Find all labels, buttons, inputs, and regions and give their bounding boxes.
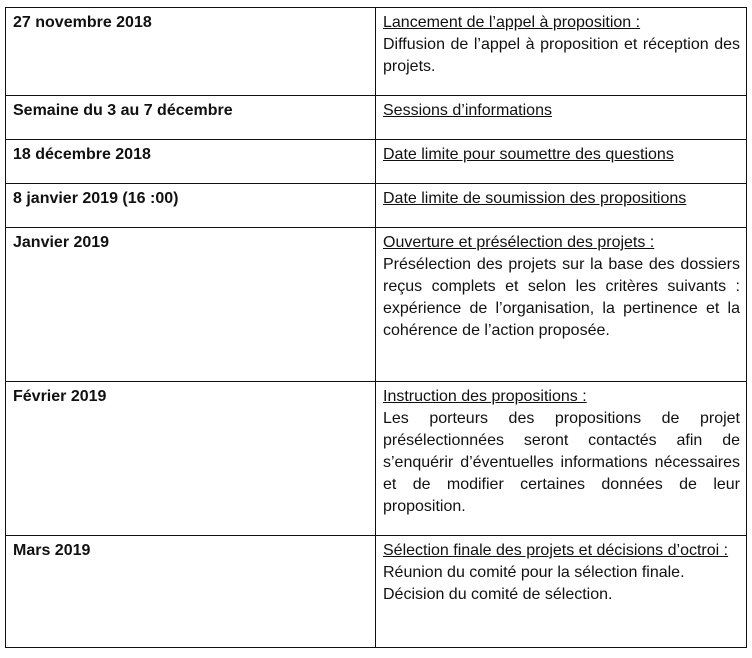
- row-heading: Instruction des propositions :: [383, 388, 587, 405]
- row-description: [376, 140, 747, 184]
- row-date: Février 2019: [6, 382, 376, 536]
- row-description: [376, 8, 747, 96]
- row-description: [376, 382, 747, 536]
- row-body-2: Décision du comité de sélection.: [383, 586, 613, 603]
- row-date: 18 décembre 2018: [6, 140, 376, 184]
- row-heading: Sessions d’informations: [383, 102, 552, 119]
- row-heading: Date limite de soumission des propositions: [383, 190, 687, 207]
- table-row: [6, 536, 747, 648]
- row-date: 8 janvier 2019 (16 :00): [6, 184, 376, 228]
- row-description: [376, 228, 747, 382]
- row-body: Réunion du comité pour la sélection finale.: [383, 564, 685, 581]
- row-date: Janvier 2019: [6, 228, 376, 382]
- table-row: [6, 96, 747, 140]
- table-row: [6, 184, 747, 228]
- row-description: [376, 536, 747, 648]
- row-body: Les porteurs des propositions de projet présélectionnées seront contactés afin de s’enquérir d’éventuelles informations nécessaires et de modifier certaines données de leur proposition.: [383, 410, 740, 515]
- row-heading: Date limite pour soumettre des questions: [383, 146, 674, 163]
- table-row: [6, 8, 747, 96]
- row-heading: Lancement de l’appel à proposition :: [383, 14, 641, 31]
- schedule-table: [5, 7, 747, 648]
- row-body: Présélection des projets sur la base des dossiers reçus complets et selon les critères suivants : expérience de l’organisation, la pertinence et la cohérence de l’action proposée.: [383, 256, 740, 339]
- row-heading: Ouverture et présélection des projets :: [383, 234, 655, 251]
- row-date: 27 novembre 2018: [6, 8, 376, 96]
- row-date: Semaine du 3 au 7 décembre: [6, 96, 376, 140]
- row-heading: Sélection finale des projets et décisions d’octroi :: [383, 542, 729, 559]
- row-description: [376, 96, 747, 140]
- row-description: [376, 184, 747, 228]
- table-row: [6, 228, 747, 382]
- table-row: [6, 382, 747, 536]
- row-date: Mars 2019: [6, 536, 376, 648]
- table-row: [6, 140, 747, 184]
- row-body: Diffusion de l’appel à proposition et réception des projets.: [383, 36, 740, 75]
